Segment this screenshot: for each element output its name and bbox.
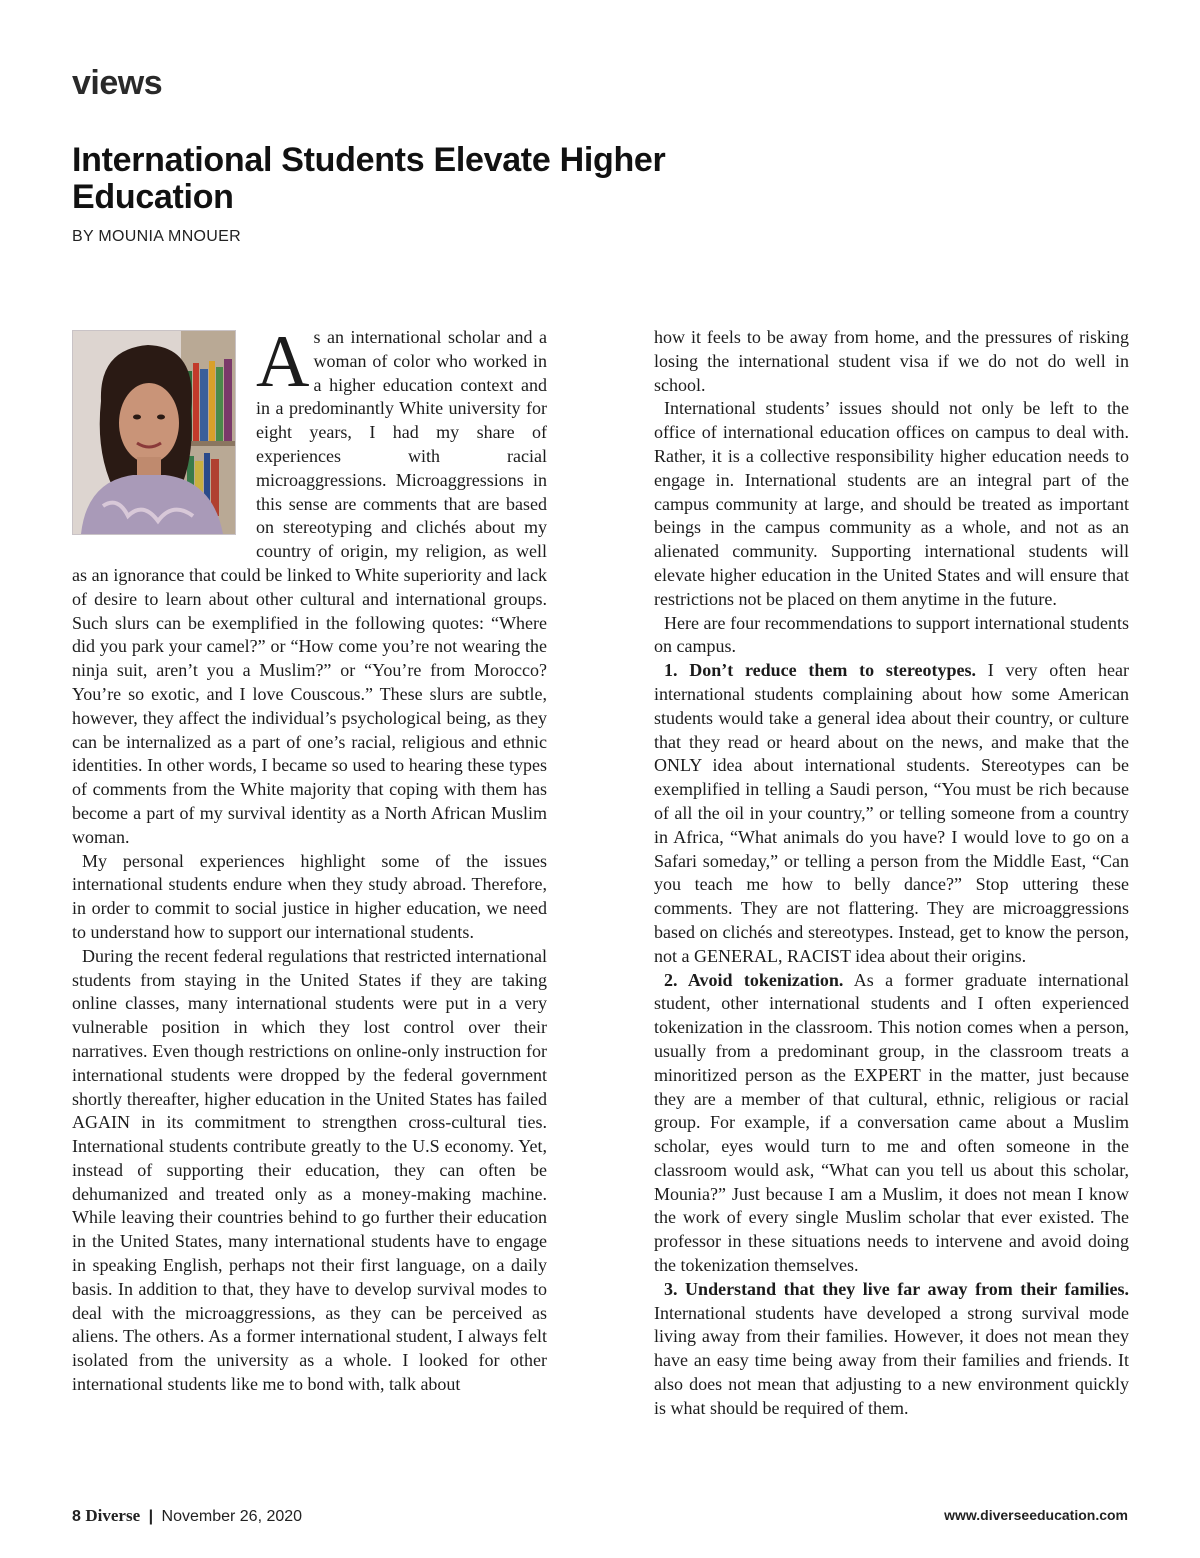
article-paragraph: International students’ issues should not only be left to the office of international education offices on campus to deal with. Rather, it is a collective responsibility higher education needs to engage in. International students are an integral part of the campus community at large, and should be treated as important beings in the campus community as a whole, and not as an alienated community. Supporting international students will elevate higher education in the United States and will ensure that restrictions not be placed on them anytime in the future. [654, 398, 1129, 609]
issue-date: November 26, 2020 [161, 1508, 303, 1525]
page-footer-left [72, 1506, 302, 1526]
recommendation-2 [654, 969, 1129, 1278]
recommendation-3 [654, 1278, 1129, 1421]
footer-separator: | [148, 1508, 154, 1525]
article-column-right [654, 326, 1129, 1421]
recommendation-heading: 2. Avoid tokenization. [664, 969, 844, 990]
article-paragraph: how it feels to be away from home, and the pressures of risking losing the international student visa if we do not do well in school. [654, 327, 1129, 395]
article-paragraph [72, 321, 547, 850]
article-paragraph: My personal experiences highlight some of the issues international students endure when they study abroad. Therefore, in order to commit to social justice in higher education, we need to understand how to support our international students. [72, 850, 547, 942]
author-photo [72, 330, 236, 535]
first-paragraph-text: s an international scholar and a woman of color who worked in a higher education context and in a predominantly White university for eight years, I had my share of experiences with racial microaggressions. Microaggressions in this sense are comments that are based on stereotyping and clichés about my country of origin, my religion, as well as an ignorance that could be linked to White superiority and lack of desire to learn about other cultural and international groups. Such slurs can be exemplified in the following quotes: “Where did you park your camel?” or “How come you’re not wearing the ninja suit, aren’t you a Muslim?” or “You’re from Morocco? You’re so exotic, and I love Couscous.” These slurs are subtle, however, they affect the individual’s psychological being, as they can be internalized as a part of one’s racial, religious and ethnic identities. In other words, I became so used to hearing these types of comments from the White majority that coping with them has become a part of my survival identity as a North African Muslim woman. [72, 327, 547, 847]
article-paragraph: Here are four recommendations to support international students on campus. [654, 612, 1129, 657]
article-column-left [72, 321, 547, 1397]
article-byline: BY MOUNIA MNOUER [72, 228, 241, 245]
article-headline: International Students Elevate Higher Education [72, 141, 666, 216]
recommendation-body: I very often hear international students complaining about how some American students would take a general idea about their country, or culture that they read or heard about on the news, and make that the ONLY idea about international students. Stereotypes can be exemplified in telling a Saudi person, “You must be rich because of all the oil in your country,” or telling someone from a country in Africa, “What animals do you have? I would love to go on a Safari someday,” or telling a person from the Middle East, “Can you teach me how to belly dance?” Stop uttering these comments. They are not flattering. They are microaggressions based on clichés and stereotypes. Instead, get to know the person, not a GENERAL, RACIST idea about their origins. [654, 660, 1129, 966]
recommendation-1 [654, 659, 1129, 968]
article-paragraph: During the recent federal regulations that restricted international students from staying in the United States if they are taking online classes, many international students were put in a very vulnerable position in which they lost control over their narratives. Even though restrictions on online-only instruction for international students were dropped by the federal government shortly thereafter, higher education in the United States has failed AGAIN in its commitment to strengthen cross-cultural ties. International students contribute greatly to the U.S economy. Yet, instead of supporting their education, they can often be dehumanized and treated only as a money-making machine. While leaving their countries behind to go further their education in the United States, many international students have to engage in speaking English, perhaps not their first language, on a daily basis. In addition to that, they have to develop survival modes to deal with the microaggressions, as they can be perceived as aliens. The others. As a former international student, I always felt isolated from the university as a whole. I looked for other international students like me to bond with, talk about [72, 945, 547, 1395]
recommendation-heading: 3. Understand that they live far away from their families. [664, 1278, 1129, 1299]
section-label: views [72, 64, 163, 102]
page-number: 8 [72, 1508, 81, 1525]
website-url[interactable]: www.diverseeducation.com [944, 1507, 1128, 1523]
magazine-name: Diverse [85, 1506, 141, 1525]
recommendation-body: As a former graduate international student, other international students and I often experienced tokenization in the classroom. This notion comes when a person, usually from a predominant group, in the classroom treats a minoritized person as the EXPERT in the matter, just because they are a member of that cultural, ethnic, religious or racial group. For example, if a conversation came about a Muslim scholar, eyes would turn to me and often someone in the classroom would ask, “What can you tell us about this scholar, Mounia?” Just because I am a Muslim, it does not mean I know the work of every single Muslim scholar that ever existed. The professor in these situations needs to intervene and avoid doing the tokenization themselves. [654, 969, 1129, 1276]
recommendation-heading: 1. Don’t reduce them to stereotypes. [664, 660, 977, 681]
drop-cap: A [256, 321, 310, 403]
recommendation-body: International students have developed a strong survival mode living away from their families. However, it does not mean they have an easy time being away from their families and friends. It also does not mean that adjusting to a new environment quickly is what should be required of them. [654, 1302, 1129, 1418]
